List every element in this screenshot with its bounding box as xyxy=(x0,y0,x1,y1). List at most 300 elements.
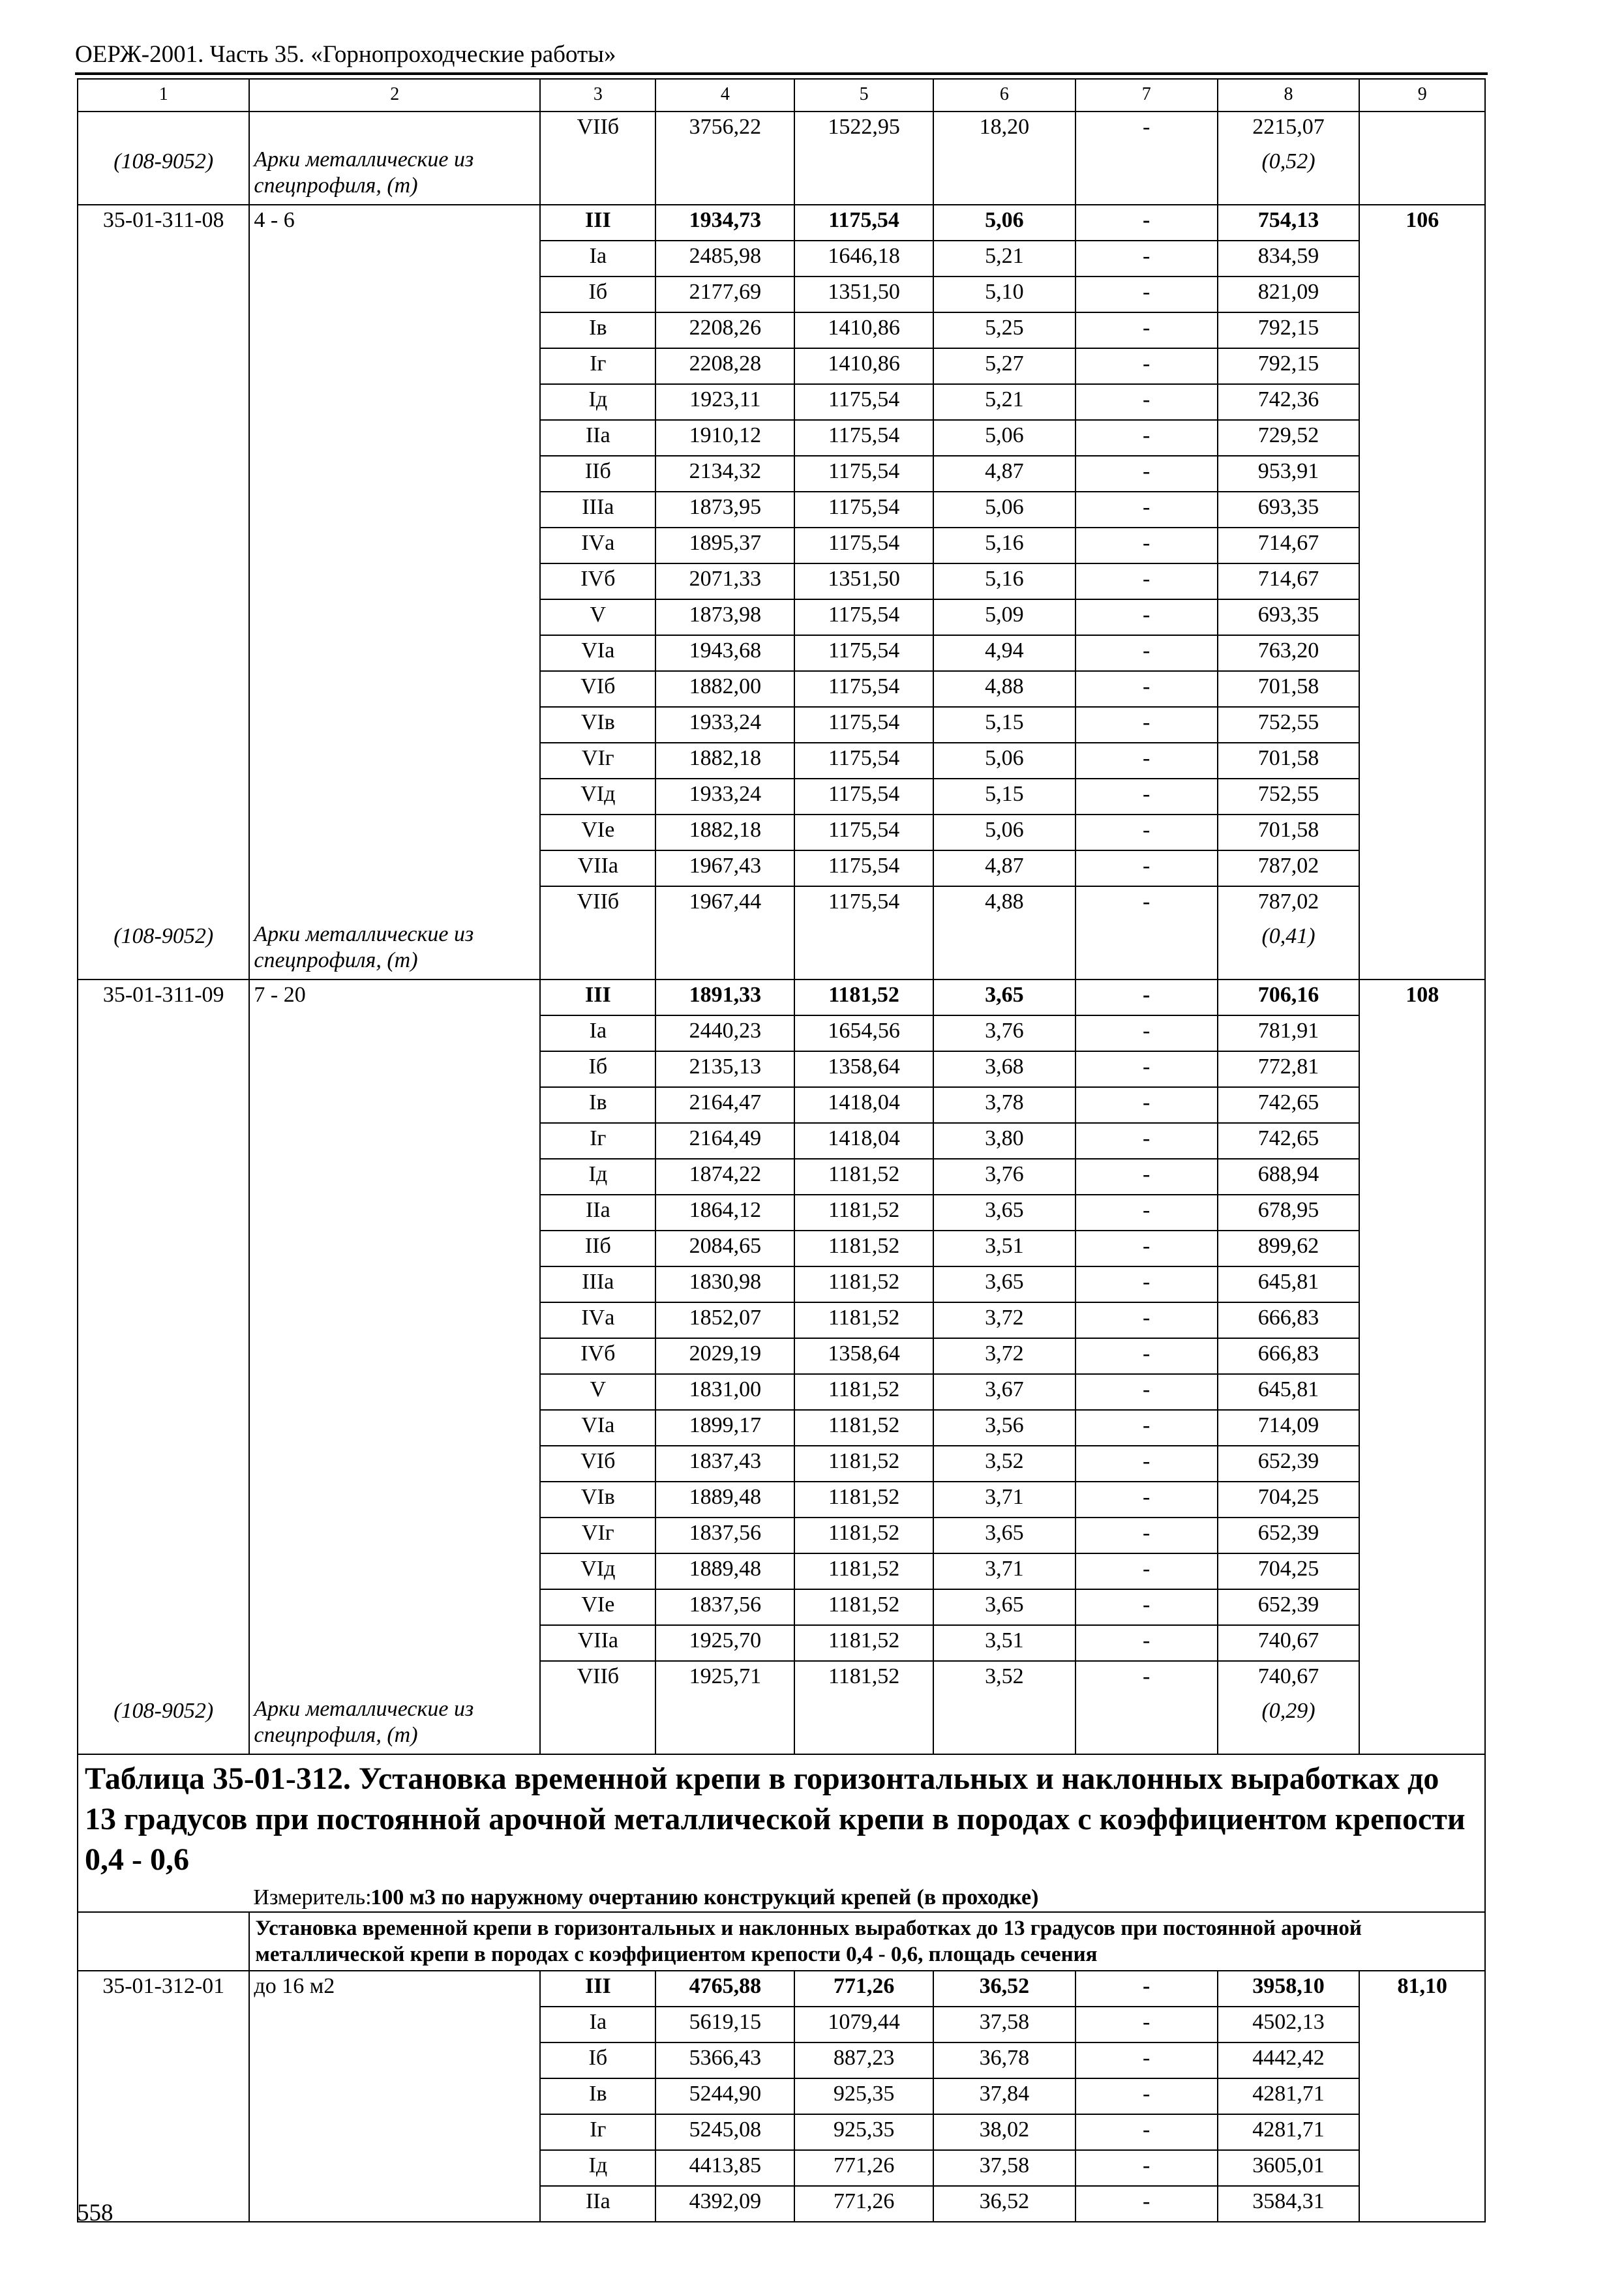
empty-cell xyxy=(540,921,655,980)
column-number-row xyxy=(78,79,1485,112)
rate-value: 4442,42 xyxy=(1218,2042,1360,2078)
empty-cell xyxy=(1359,2114,1485,2150)
column-number: 8 xyxy=(1218,79,1360,112)
empty-cell xyxy=(1359,1446,1485,1482)
rate-value: Iг xyxy=(540,2114,655,2150)
rate-value: 36,52 xyxy=(933,2186,1075,2222)
rate-code: 35-01-312-01 xyxy=(78,1971,249,2007)
empty-cell xyxy=(1359,671,1485,707)
rate-value: - xyxy=(1075,205,1218,241)
empty-cell xyxy=(1359,312,1485,348)
table-row xyxy=(78,420,1485,456)
empty-cell xyxy=(1359,1087,1485,1123)
rate-value: 5,06 xyxy=(933,205,1075,241)
table-row xyxy=(78,456,1485,492)
rate-value: 652,39 xyxy=(1218,1589,1360,1625)
rate-value: 1831,00 xyxy=(655,1374,794,1410)
rate-value: 701,58 xyxy=(1218,743,1360,779)
rate-value: 5244,90 xyxy=(655,2078,794,2114)
rate-value: 887,23 xyxy=(794,2042,933,2078)
rate-value: VIIб xyxy=(540,112,655,147)
rate-value: 1882,18 xyxy=(655,815,794,850)
rate-value: 752,55 xyxy=(1218,779,1360,815)
rate-description: 7 - 20 xyxy=(249,980,540,1015)
table-row xyxy=(78,1231,1485,1266)
table-row xyxy=(78,743,1485,779)
rate-value: 37,58 xyxy=(933,2007,1075,2042)
rate-value: 953,91 xyxy=(1218,456,1360,492)
empty-cell xyxy=(1359,147,1485,205)
empty-cell xyxy=(78,420,249,456)
rate-value: VIб xyxy=(540,671,655,707)
rate-value: - xyxy=(1075,1302,1218,1338)
rate-value: - xyxy=(1075,2150,1218,2186)
rate-value: 2208,26 xyxy=(655,312,794,348)
empty-cell xyxy=(1359,850,1485,886)
column-number: 4 xyxy=(655,79,794,112)
rate-value: - xyxy=(1075,277,1218,312)
rate-value: 2084,65 xyxy=(655,1231,794,1266)
rate-code: 35-01-311-09 xyxy=(78,980,249,1015)
rate-value: 701,58 xyxy=(1218,815,1360,850)
rate-value: - xyxy=(1075,348,1218,384)
rate-value: 1181,52 xyxy=(794,1446,933,1482)
empty-cell xyxy=(1359,348,1485,384)
rate-value: 1181,52 xyxy=(794,1553,933,1589)
rate-value: 1358,64 xyxy=(794,1338,933,1374)
rate-value: 5366,43 xyxy=(655,2042,794,2078)
empty-cell xyxy=(1359,707,1485,743)
rate-value: 714,67 xyxy=(1218,528,1360,563)
empty-cell xyxy=(249,1338,540,1374)
rate-value: 5,15 xyxy=(933,779,1075,815)
empty-cell xyxy=(249,850,540,886)
rate-value: 5,06 xyxy=(933,815,1075,850)
rate-value: 3,65 xyxy=(933,1195,1075,1231)
rate-value: - xyxy=(1075,528,1218,563)
empty-cell xyxy=(78,1195,249,1231)
rate-value: V xyxy=(540,599,655,635)
rate-value: 1181,52 xyxy=(794,1159,933,1195)
table-row xyxy=(78,850,1485,886)
table-row xyxy=(78,384,1485,420)
empty-cell xyxy=(933,147,1075,205)
rate-value: 1852,07 xyxy=(655,1302,794,1338)
rate-value: 1175,54 xyxy=(794,779,933,815)
table-row xyxy=(78,1553,1485,1589)
rate-value: - xyxy=(1075,241,1218,277)
rate-value: 4,88 xyxy=(933,886,1075,921)
material-name-line: спецпрофиля, (т) xyxy=(254,948,418,972)
rate-value: 4,88 xyxy=(933,671,1075,707)
rate-value: 1181,52 xyxy=(794,1302,933,1338)
empty-cell xyxy=(1359,779,1485,815)
empty-cell xyxy=(78,492,249,528)
rate-value: 2135,13 xyxy=(655,1051,794,1087)
measure-label: Измеритель: xyxy=(253,1885,372,1909)
empty-cell xyxy=(78,1553,249,1589)
rate-value: VIIа xyxy=(540,850,655,886)
material-row xyxy=(78,1696,1485,1754)
rate-value: 742,65 xyxy=(1218,1087,1360,1123)
empty-cell xyxy=(1359,1123,1485,1159)
rate-value: 3958,10 xyxy=(1218,1971,1360,2007)
col9-value: 81,10 xyxy=(1359,1971,1485,2007)
rate-value: 1967,44 xyxy=(655,886,794,921)
rate-value: VIд xyxy=(540,779,655,815)
table-row xyxy=(78,1087,1485,1123)
empty-cell xyxy=(249,635,540,671)
rate-value: 1646,18 xyxy=(794,241,933,277)
empty-cell xyxy=(1359,1015,1485,1051)
table-row xyxy=(78,2114,1485,2150)
rate-value: 1175,54 xyxy=(794,456,933,492)
rate-value: IIа xyxy=(540,2186,655,2222)
empty-cell xyxy=(1359,921,1485,980)
rate-value: VIа xyxy=(540,635,655,671)
empty-cell xyxy=(249,1374,540,1410)
rate-value: VIг xyxy=(540,1518,655,1553)
empty-cell xyxy=(794,147,933,205)
rate-value: 5,06 xyxy=(933,492,1075,528)
rate-value: 1923,11 xyxy=(655,384,794,420)
empty-cell xyxy=(1359,815,1485,850)
rate-value: - xyxy=(1075,635,1218,671)
rate-value: 1351,50 xyxy=(794,563,933,599)
rate-value: - xyxy=(1075,563,1218,599)
rate-value: 3,80 xyxy=(933,1123,1075,1159)
empty-cell xyxy=(249,384,540,420)
rate-value: 1882,18 xyxy=(655,743,794,779)
empty-cell xyxy=(249,1625,540,1661)
rate-value: 5,16 xyxy=(933,528,1075,563)
rate-value: 4765,88 xyxy=(655,1971,794,2007)
rate-value: - xyxy=(1075,850,1218,886)
rate-value: - xyxy=(1075,1231,1218,1266)
empty-cell xyxy=(249,241,540,277)
rate-value: 5619,15 xyxy=(655,2007,794,2042)
rate-value: 38,02 xyxy=(933,2114,1075,2150)
rate-value: 5,10 xyxy=(933,277,1075,312)
empty-cell xyxy=(78,1446,249,1482)
empty-cell xyxy=(1359,1051,1485,1087)
empty-cell xyxy=(249,456,540,492)
empty-cell xyxy=(655,147,794,205)
table-row xyxy=(78,348,1485,384)
rate-value: 1654,56 xyxy=(794,1015,933,1051)
rate-value: 652,39 xyxy=(1218,1518,1360,1553)
rate-value: 1873,98 xyxy=(655,599,794,635)
table-row xyxy=(78,1266,1485,1302)
rate-value: - xyxy=(1075,1661,1218,1696)
empty-cell xyxy=(1359,1696,1485,1754)
rate-value: 1351,50 xyxy=(794,277,933,312)
rate-value: Iд xyxy=(540,384,655,420)
rate-value: 771,26 xyxy=(794,2150,933,2186)
rate-value: 3,56 xyxy=(933,1410,1075,1446)
rate-value: VIг xyxy=(540,743,655,779)
rate-value: 1175,54 xyxy=(794,815,933,850)
empty-cell xyxy=(249,1195,540,1231)
rate-value: 645,81 xyxy=(1218,1266,1360,1302)
table-row xyxy=(78,599,1485,635)
table-row xyxy=(78,277,1485,312)
rate-value: 1837,56 xyxy=(655,1518,794,1553)
rate-value: 772,81 xyxy=(1218,1051,1360,1087)
rate-value: 1181,52 xyxy=(794,1266,933,1302)
rate-description: 4 - 6 xyxy=(249,205,540,241)
material-name xyxy=(249,1696,540,1754)
rate-value: 3,65 xyxy=(933,1518,1075,1553)
empty-cell xyxy=(78,241,249,277)
empty-cell xyxy=(78,1410,249,1446)
rate-value: 678,95 xyxy=(1218,1195,1360,1231)
rate-value: 4,87 xyxy=(933,850,1075,886)
rate-value: 3,65 xyxy=(933,980,1075,1015)
empty-cell xyxy=(78,1087,249,1123)
rate-value: - xyxy=(1075,1518,1218,1553)
material-name-line: спецпрофиля, (т) xyxy=(254,173,418,198)
rate-value: IIIа xyxy=(540,1266,655,1302)
table-row xyxy=(78,1015,1485,1051)
rate-value: IIа xyxy=(540,1195,655,1231)
empty-cell xyxy=(78,1884,249,1912)
rate-value: 18,20 xyxy=(933,112,1075,147)
rate-value: 740,67 xyxy=(1218,1625,1360,1661)
rate-value: 1181,52 xyxy=(794,1661,933,1696)
table-row xyxy=(78,1518,1485,1553)
empty-cell xyxy=(78,348,249,384)
empty-cell xyxy=(78,277,249,312)
rate-value: 771,26 xyxy=(794,2186,933,2222)
rate-value: 3,65 xyxy=(933,1266,1075,1302)
table-row xyxy=(78,671,1485,707)
rate-value: - xyxy=(1075,312,1218,348)
rate-value: 1181,52 xyxy=(794,1231,933,1266)
rate-value: - xyxy=(1075,671,1218,707)
rate-value: 1925,71 xyxy=(655,1661,794,1696)
rate-value: III xyxy=(540,205,655,241)
table-row xyxy=(78,205,1485,241)
empty-cell xyxy=(78,456,249,492)
rate-value: 834,59 xyxy=(1218,241,1360,277)
empty-cell xyxy=(249,2007,540,2042)
empty-cell xyxy=(794,921,933,980)
rate-value: 3584,31 xyxy=(1218,2186,1360,2222)
rate-value: - xyxy=(1075,1446,1218,1482)
rates-table xyxy=(77,78,1486,2222)
rate-value: - xyxy=(1075,815,1218,850)
rate-value: - xyxy=(1075,1589,1218,1625)
empty-cell xyxy=(1359,1625,1485,1661)
page-number: 558 xyxy=(77,2200,113,2226)
empty-cell xyxy=(1359,492,1485,528)
empty-cell xyxy=(1359,563,1485,599)
rate-value: 4502,13 xyxy=(1218,2007,1360,2042)
rate-value: - xyxy=(1075,1195,1218,1231)
rate-value: 1967,43 xyxy=(655,850,794,886)
col9-value: 108 xyxy=(1359,980,1485,1015)
empty-cell xyxy=(78,635,249,671)
measure-value: 100 м3 по наружному очертанию конструкций крепей (в проходке) xyxy=(540,1884,1485,1912)
rate-value: 5,06 xyxy=(933,420,1075,456)
rate-value: Iа xyxy=(540,241,655,277)
rate-value: 2485,98 xyxy=(655,241,794,277)
rate-value: 1175,54 xyxy=(794,528,933,563)
table-row xyxy=(78,2007,1485,2042)
rate-value: - xyxy=(1075,384,1218,420)
table-row xyxy=(78,241,1485,277)
empty-cell xyxy=(1359,1231,1485,1266)
column-number: 7 xyxy=(1075,79,1218,112)
rate-value: 714,09 xyxy=(1218,1410,1360,1446)
rate-value: - xyxy=(1075,1374,1218,1410)
column-number: 2 xyxy=(249,79,540,112)
table-row xyxy=(78,1625,1485,1661)
empty-cell xyxy=(249,779,540,815)
rate-value: 729,52 xyxy=(1218,420,1360,456)
rate-value: - xyxy=(1075,420,1218,456)
empty-cell xyxy=(78,1123,249,1159)
rate-value: IVа xyxy=(540,1302,655,1338)
empty-cell xyxy=(1359,1410,1485,1446)
table-row xyxy=(78,492,1485,528)
empty-cell xyxy=(249,348,540,384)
empty-cell xyxy=(78,1482,249,1518)
rate-value: - xyxy=(1075,599,1218,635)
rate-value: 704,25 xyxy=(1218,1482,1360,1518)
rate-value: 2134,32 xyxy=(655,456,794,492)
empty-cell xyxy=(1359,456,1485,492)
empty-cell xyxy=(1359,886,1485,921)
rate-value: 1181,52 xyxy=(794,1195,933,1231)
rate-value: - xyxy=(1075,492,1218,528)
material-name-line: Арки металлические из xyxy=(254,922,474,946)
rate-value: 5,27 xyxy=(933,348,1075,384)
empty-cell xyxy=(249,1589,540,1625)
rate-value: VIIб xyxy=(540,1661,655,1696)
empty-cell xyxy=(78,599,249,635)
empty-cell xyxy=(78,2078,249,2114)
rate-value: - xyxy=(1075,112,1218,147)
rate-value: VIв xyxy=(540,707,655,743)
rate-value: 3,52 xyxy=(933,1661,1075,1696)
rate-value: 3756,22 xyxy=(655,112,794,147)
rate-value: - xyxy=(1075,2114,1218,2150)
empty-cell xyxy=(78,1625,249,1661)
rate-value: 771,26 xyxy=(794,1971,933,2007)
empty-cell xyxy=(1359,743,1485,779)
empty-cell xyxy=(249,563,540,599)
empty-cell xyxy=(1359,1374,1485,1410)
rate-value: 706,16 xyxy=(1218,980,1360,1015)
rate-value: - xyxy=(1075,1338,1218,1374)
rate-value: 3,67 xyxy=(933,1374,1075,1410)
rate-value: 2177,69 xyxy=(655,277,794,312)
rate-value: Iд xyxy=(540,2150,655,2186)
empty-cell xyxy=(1359,2186,1485,2222)
empty-cell xyxy=(1359,1553,1485,1589)
rate-value: Iв xyxy=(540,1087,655,1123)
table-row xyxy=(78,2078,1485,2114)
rate-value: 1175,54 xyxy=(794,886,933,921)
rate-value: 5,06 xyxy=(933,743,1075,779)
material-row xyxy=(78,921,1485,980)
rate-value: 1418,04 xyxy=(794,1087,933,1123)
empty-cell xyxy=(78,528,249,563)
rate-value: VIе xyxy=(540,1589,655,1625)
rate-value: IIб xyxy=(540,1231,655,1266)
rate-value: 704,25 xyxy=(1218,1553,1360,1589)
empty-cell xyxy=(249,1518,540,1553)
table-row xyxy=(78,312,1485,348)
table-row xyxy=(78,1123,1485,1159)
empty-cell xyxy=(1359,2150,1485,2186)
empty-cell xyxy=(78,671,249,707)
rate-value: 1934,73 xyxy=(655,205,794,241)
empty-cell xyxy=(78,2114,249,2150)
rate-value: 1358,64 xyxy=(794,1051,933,1087)
rate-value: 4413,85 xyxy=(655,2150,794,2186)
empty-cell xyxy=(1359,2078,1485,2114)
empty-cell xyxy=(1359,1266,1485,1302)
table-row xyxy=(78,1195,1485,1231)
empty-cell xyxy=(78,1159,249,1195)
material-value: (0,52) xyxy=(1218,147,1360,205)
rate-value: 3,68 xyxy=(933,1051,1075,1087)
material-code: (108-9052) xyxy=(78,147,249,205)
rate-value: 1175,54 xyxy=(794,635,933,671)
rate-value: 899,62 xyxy=(1218,1231,1360,1266)
empty-cell xyxy=(249,2186,540,2222)
rate-value: 1175,54 xyxy=(794,850,933,886)
rate-value: 1079,44 xyxy=(794,2007,933,2042)
rate-value: - xyxy=(1075,1410,1218,1446)
rate-value: 1410,86 xyxy=(794,348,933,384)
col9-value: 106 xyxy=(1359,205,1485,241)
empty-cell xyxy=(249,2042,540,2078)
page-header: ОЕРЖ-2001. Часть 35. «Горнопроходческие работы» xyxy=(75,41,616,68)
rate-value: 1181,52 xyxy=(794,1410,933,1446)
rate-value: 1181,52 xyxy=(794,1482,933,1518)
rate-value: 3,52 xyxy=(933,1446,1075,1482)
rate-value: Iг xyxy=(540,1123,655,1159)
empty-cell xyxy=(78,1374,249,1410)
rate-value: 2071,33 xyxy=(655,563,794,599)
empty-cell xyxy=(1359,599,1485,635)
rate-value: 1181,52 xyxy=(794,980,933,1015)
rate-value: 37,58 xyxy=(933,2150,1075,2186)
rate-value: 1175,54 xyxy=(794,743,933,779)
rate-value: IVа xyxy=(540,528,655,563)
rate-value: Iг xyxy=(540,348,655,384)
rate-value: VIб xyxy=(540,1446,655,1482)
material-value: (0,29) xyxy=(1218,1696,1360,1754)
empty-cell xyxy=(1359,1518,1485,1553)
rate-value: VIв xyxy=(540,1482,655,1518)
rate-value: - xyxy=(1075,1266,1218,1302)
rate-value: 925,35 xyxy=(794,2078,933,2114)
rate-value: 5,25 xyxy=(933,312,1075,348)
table-row xyxy=(78,112,1485,147)
empty-cell xyxy=(78,1912,249,1971)
rate-value: 5,21 xyxy=(933,384,1075,420)
rate-value: VIIа xyxy=(540,1625,655,1661)
empty-cell xyxy=(78,1302,249,1338)
rate-value: 693,35 xyxy=(1218,599,1360,635)
rate-value: - xyxy=(1075,1051,1218,1087)
rate-value: - xyxy=(1075,707,1218,743)
